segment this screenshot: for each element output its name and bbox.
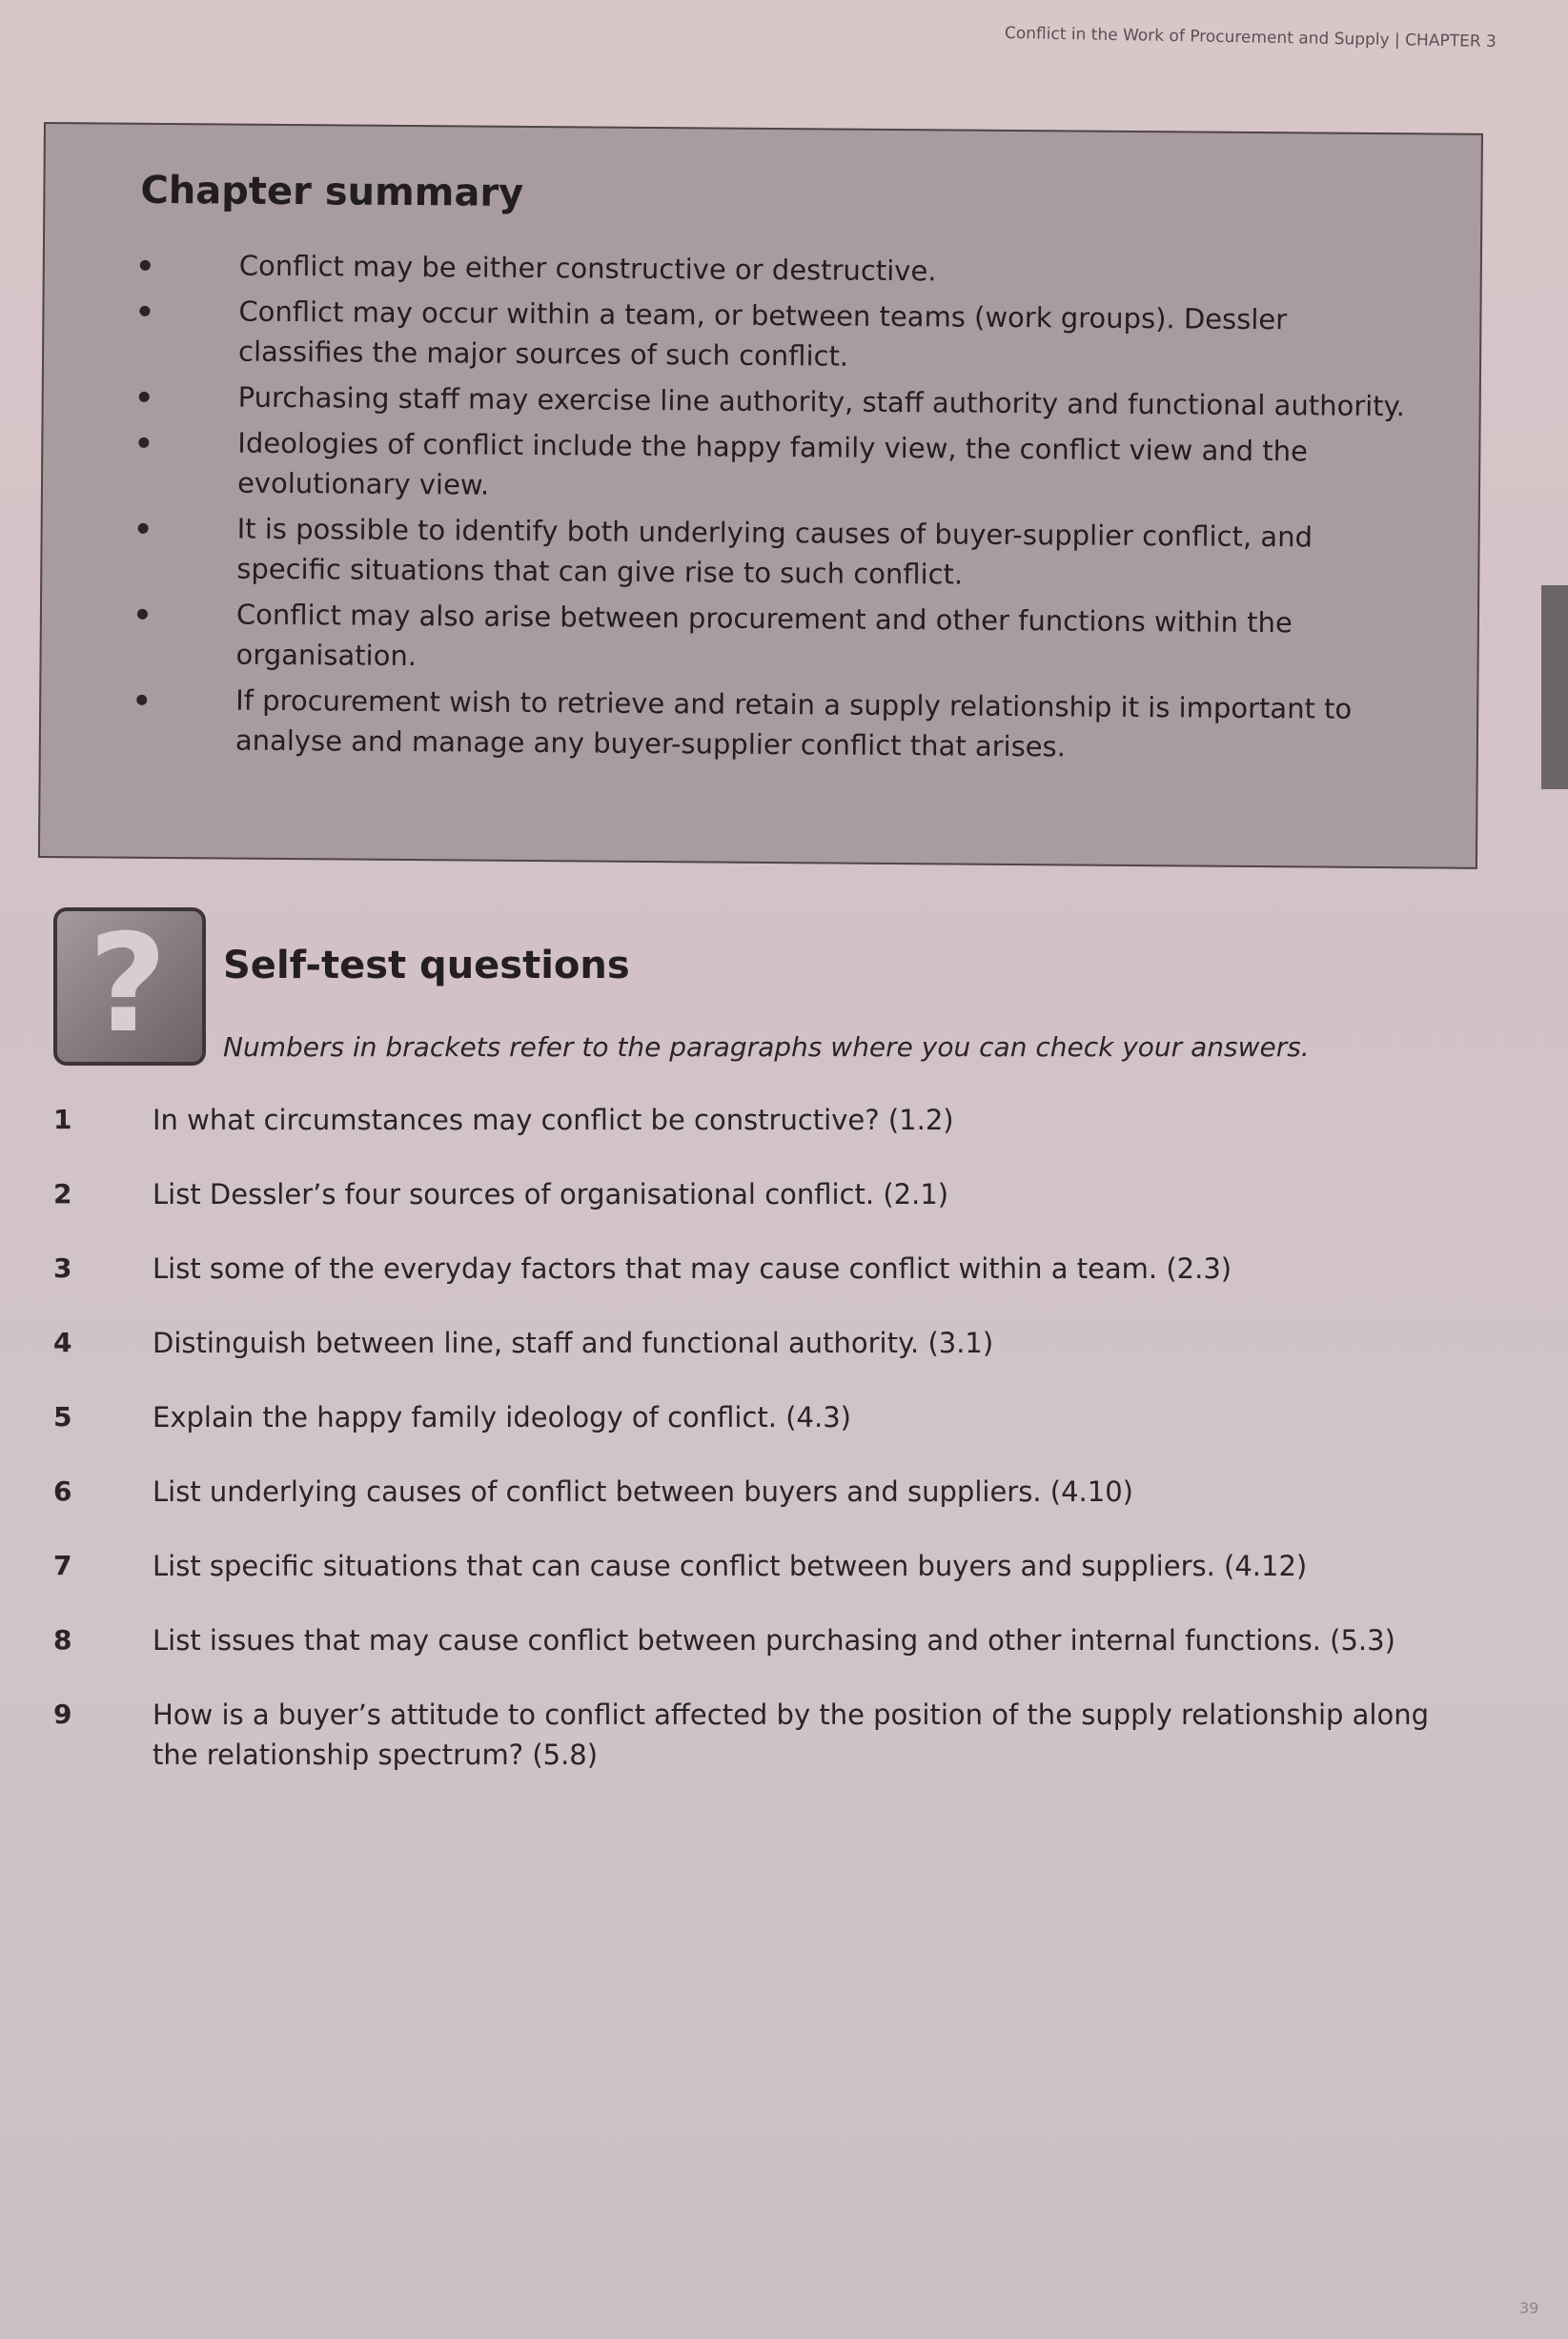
summary-item (136, 594, 1415, 684)
question-item (53, 1620, 1464, 1660)
page-number: 39 (1519, 2299, 1539, 2317)
question-item (53, 1472, 1464, 1512)
question-item (53, 1249, 1464, 1289)
bullet-icon (138, 523, 149, 534)
question-number: 6 (53, 1475, 72, 1507)
question-text: In what circumstances may conflict be constructive? (1.2) (153, 1104, 954, 1136)
chapter-side-tab (1541, 585, 1568, 789)
bullet-icon (137, 609, 148, 620)
summary-item (139, 291, 1417, 381)
bullet-icon (138, 437, 149, 448)
self-test-question-list (53, 1100, 1464, 1809)
question-number: 2 (53, 1178, 72, 1210)
question-mark-icon (53, 907, 206, 1066)
self-test-intro: Numbers in brackets refer to the paragraphs where you can check your answers. (223, 1031, 1310, 1063)
summary-item-text: Ideologies of conflict include the happy family view, the conflict view and the evolutionary view. (236, 426, 1309, 501)
question-text: List issues that may cause conflict between purchasing and other internal functions. (5.3) (153, 1624, 1395, 1657)
bullet-icon (140, 260, 151, 271)
question-item (53, 1323, 1464, 1363)
question-text: List underlying causes of conflict between buyers and suppliers. (4.10) (153, 1475, 1133, 1508)
question-text: How is a buyer’s attitude to conflict affected by the position of the supply relationship along the relationship spectrum? (5.8) (153, 1698, 1429, 1771)
summary-item-text: Conflict may be either constructive or destructive. (238, 249, 937, 288)
self-test-title: Self-test questions (223, 944, 630, 987)
question-item (53, 1100, 1464, 1140)
summary-item-text: Conflict may also arise between procurement and other functions within the organisation. (235, 598, 1293, 673)
question-text: Explain the happy family ideology of conflict. (4.3) (153, 1401, 851, 1434)
chapter-summary-list (136, 245, 1417, 776)
question-number: 3 (53, 1252, 72, 1284)
question-text: Distinguish between line, staff and functional authority. (3.1) (153, 1327, 994, 1359)
question-text: List some of the everyday factors that may cause conflict within a team. (2.3) (153, 1252, 1232, 1285)
question-item (53, 1174, 1464, 1214)
chapter-summary-title: Chapter summary (140, 168, 524, 215)
question-number: 4 (53, 1327, 72, 1358)
question-text: List specific situations that can cause conflict between buyers and suppliers. (4.12) (153, 1550, 1308, 1582)
summary-item (140, 245, 1417, 295)
summary-item (138, 422, 1416, 513)
bullet-icon (136, 695, 147, 705)
summary-item-text: Conflict may occur within a team, or between teams (work groups). Dessler classifies the major sources of such conflict. (237, 295, 1288, 373)
summary-item (139, 376, 1416, 427)
question-number: 8 (53, 1624, 72, 1656)
summary-item (137, 508, 1415, 599)
question-mark-glyph: ? (88, 907, 168, 1063)
question-item (53, 1695, 1464, 1775)
bullet-icon (139, 306, 150, 316)
summary-item (136, 680, 1415, 770)
summary-item-text: Purchasing staff may exercise line authority, staff authority and functional authority. (237, 380, 1406, 423)
summary-item-text: It is possible to identify both underlying causes of buyer-supplier conflict, and specific situations that can give rise to such conflict. (236, 512, 1313, 591)
question-item (53, 1397, 1464, 1437)
summary-item-text: If procurement wish to retrieve and retain a supply relationship it is important to analyse and manage any buyer-supplier conflict that arises. (234, 683, 1353, 763)
question-number: 1 (53, 1104, 72, 1135)
question-text: List Dessler’s four sources of organisational conflict. (2.1) (153, 1178, 949, 1210)
bullet-icon (139, 392, 150, 402)
question-number: 9 (53, 1698, 72, 1730)
chapter-summary-box (38, 122, 1483, 869)
question-number: 5 (53, 1401, 72, 1433)
running-header: Conflict in the Work of Procurement and Supply | CHAPTER 3 (1004, 23, 1497, 51)
question-number: 7 (53, 1550, 72, 1581)
question-item (53, 1546, 1464, 1586)
